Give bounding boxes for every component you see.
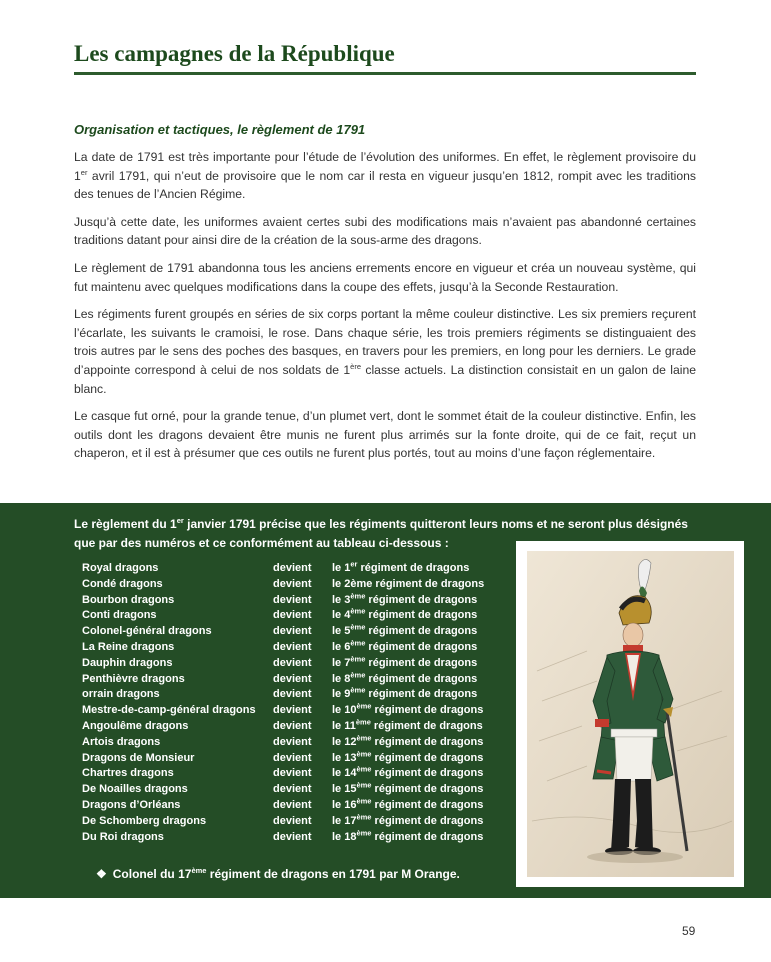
regiment-row (82, 733, 512, 752)
main-text (74, 121, 696, 472)
new-designation: le 5ème régiment de dragons (332, 622, 478, 638)
new-designation: le 2ème régiment de dragons (332, 577, 485, 590)
devient-label: devient (273, 609, 312, 622)
diamond-bullet-icon: ❖ (96, 867, 107, 881)
former-name: Bourbon dragons (82, 593, 175, 606)
former-name: De Schomberg dragons (82, 814, 207, 827)
regiment-row (82, 701, 512, 720)
dragoon-figure-image (527, 551, 734, 877)
paragraph-2: Jusqu’à cette date, les uniformes avaient certes subi des modifications mais n’avaient pas abandonné certaines traditions datant pour ainsi dire de la création de la sous-arme des dragons. (74, 214, 696, 248)
devient-label: devient (273, 798, 312, 811)
new-designation: le 13ème régiment de dragons (332, 748, 484, 764)
former-name: De Noailles dragons (82, 783, 188, 796)
former-name: Dragons d’Orléans (82, 798, 181, 811)
devient-label: devient (273, 830, 312, 843)
devient-label: devient (273, 562, 312, 574)
new-designation: le 16ème régiment de dragons (332, 796, 484, 811)
new-designation: le 3ème régiment de dragons (332, 590, 478, 606)
devient-label: devient (273, 593, 312, 606)
former-name: Royal dragons (82, 562, 159, 574)
devient-label: devient (273, 783, 312, 796)
regiment-row (82, 654, 512, 673)
regiment-row (82, 827, 512, 847)
regiment-row (82, 559, 512, 578)
regiment-row (82, 638, 512, 657)
devient-label: devient (273, 751, 312, 764)
regiment-row (82, 796, 512, 815)
former-name: La Reine dragons (82, 640, 175, 653)
regiment-row (82, 748, 512, 768)
panel-intro: Le règlement du 1er janvier 1791 précise que les régiments quitteront leurs noms et ne seront plus désignés que par des numéros et ce conformément au tableau ci-dessous : (74, 516, 688, 550)
new-designation: le 17ème régiment de dragons (332, 812, 484, 827)
regiment-row (82, 578, 512, 594)
regiment-list (82, 559, 512, 846)
former-name: Dauphin dragons (82, 656, 173, 669)
section-heading: Organisation et tactiques, le règlement de 1791 (74, 122, 366, 137)
former-name: orrain dragons (82, 688, 160, 701)
paragraph-5: Le casque fut orné, pour la grande tenue, d’un plumet vert, dont le sommet était de la couleur distinctive. Enfin, les outils dont les dragons devaient être munis ne furent plus arrimés sur la fonte droite, qui de ce fait, reçut un chaperon, et il est à présumer que ces outils ne furent plus portés, tout au moins d’une façon réglementaire. (74, 409, 696, 461)
new-designation: le 12ème régiment de dragons (332, 733, 484, 748)
new-designation: le 4ème régiment de dragons (332, 606, 478, 622)
former-name: Chartres dragons (82, 767, 174, 780)
former-name: Colonel-général dragons (82, 625, 212, 638)
new-designation: le 18ème régiment de dragons (332, 827, 484, 843)
page-title: Les campagnes de la République (74, 40, 696, 75)
former-name: Angoulême dragons (82, 719, 189, 732)
regiment-row (82, 717, 512, 736)
devient-label: devient (273, 735, 312, 748)
regiment-row (82, 685, 512, 704)
new-designation: le 1er régiment de dragons (332, 559, 470, 574)
devient-label: devient (273, 625, 312, 638)
paragraph-1: La date de 1791 est très importante pour l’étude de l’évolution des uniformes. En effet, le règlement provisoire du 1er avril 1791, qui n’eut de provisoire que le nom car il resta en vigueur jusqu’en 1812, rompit avec les traditions des tenues de l’Ancien Régime. (74, 150, 696, 202)
regiment-row (82, 764, 512, 783)
former-name: Mestre-de-camp-général dragons (82, 704, 256, 717)
regiment-row (82, 622, 512, 641)
new-designation: le 8ème régiment de dragons (332, 669, 478, 685)
former-name: Penthièvre dragons (82, 672, 185, 685)
new-designation: le 14ème régiment de dragons (332, 764, 484, 780)
new-designation: le 15ème régiment de dragons (332, 780, 484, 796)
devient-label: devient (273, 814, 312, 827)
regiment-row (82, 606, 512, 625)
paragraph-3: Le règlement de 1791 abandonna tous les anciens errements encore en vigueur et créa un nouveau système, qui fut maintenu avec quelques modifications dans la coupe des effets, jusqu’à la Seconde Restauration. (74, 260, 696, 294)
devient-label: devient (273, 672, 312, 685)
regiment-row (82, 669, 512, 689)
new-designation: le 6ème régiment de dragons (332, 638, 478, 653)
regiment-row (82, 812, 512, 831)
former-name: Conti dragons (82, 609, 157, 622)
illustration-caption: ❖ Colonel du 17ème régiment de dragons en 1791 par M Orange. (96, 866, 460, 881)
former-name: Artois dragons (82, 735, 161, 748)
regiment-row (82, 780, 512, 799)
page-number: 59 (682, 924, 696, 938)
devient-label: devient (273, 577, 312, 590)
devient-label: devient (273, 688, 312, 701)
former-name: Du Roi dragons (82, 830, 164, 843)
former-name: Condé dragons (82, 577, 163, 590)
former-name: Dragons de Monsieur (82, 751, 195, 764)
new-designation: le 9ème régiment de dragons (332, 685, 478, 701)
new-designation: le 7ème régiment de dragons (332, 654, 478, 669)
devient-label: devient (273, 767, 312, 780)
paragraph-4: Les régiments furent groupés en séries de six corps portant la même couleur distinctive. Les six premiers reçurent l’écarlate, les suivants le cramoisi, le rose. Dans chaque série, les trois premiers régiments se distinguaient des trois autres par le sens des poches des basques, en travers pour les premiers, en long pour les derniers. Le grade d’appointe correspond à celui de nos soldats de 1ère classe actuels. La distinction consistait en un galon de laine blanc. (74, 307, 697, 396)
new-designation: le 10ème régiment de dragons (332, 701, 484, 717)
regiments-panel (0, 503, 771, 898)
devient-label: devient (273, 704, 312, 717)
devient-label: devient (273, 719, 312, 732)
devient-label: devient (273, 656, 312, 669)
new-designation: le 11ème régiment de dragons (332, 717, 483, 732)
dragoon-illustration (516, 541, 744, 887)
regiment-row (82, 590, 512, 610)
devient-label: devient (273, 640, 312, 653)
